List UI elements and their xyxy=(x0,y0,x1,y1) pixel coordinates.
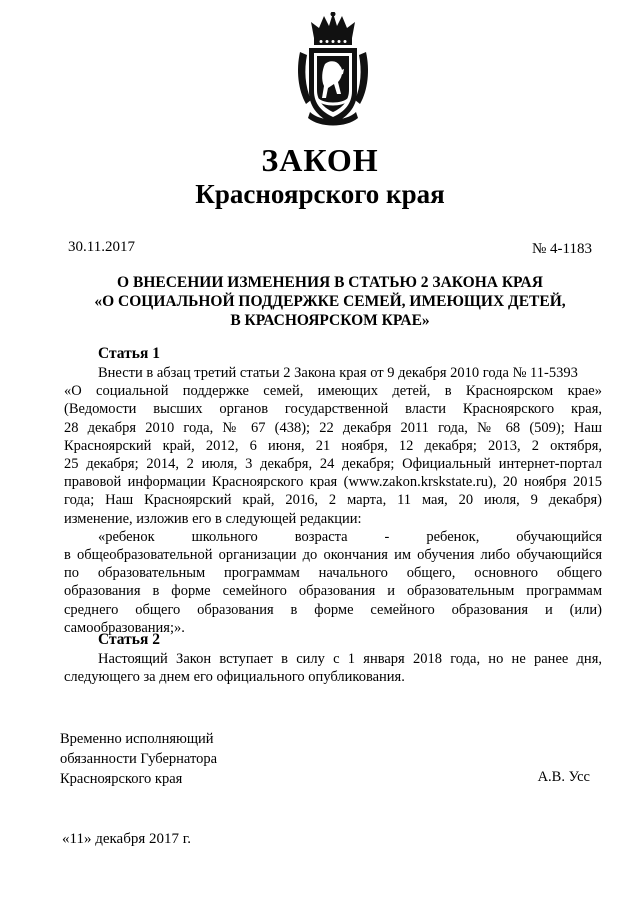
law-heading xyxy=(60,273,600,330)
text-line: Внести в абзац третий статьи 2 Закона края от 9 декабря 2010 года № 11-5393 xyxy=(98,365,578,381)
signing-date: «11» декабря 2017 г. xyxy=(62,831,191,847)
heading-line: О ВНЕСЕНИИ ИЗМЕНЕНИЯ В СТАТЬЮ 2 ЗАКОНА КРАЯ xyxy=(117,274,543,291)
law-title: ЗАКОН xyxy=(261,142,379,178)
law-subtitle: Красноярского края xyxy=(195,179,445,209)
text-line: следующего за днем его официального опубликования. xyxy=(64,669,405,686)
law-date: 30.11.2017 xyxy=(68,239,135,255)
text-line: 28 декабря 2010 года, № 67 (438); 22 декабря 2011 года, № 68 (509); Наш xyxy=(64,419,602,436)
article-1-title: Статья 1 xyxy=(98,345,160,362)
text-line: в общеобразовательной организации до окончания им обучения либо обучающийся xyxy=(64,547,602,564)
position-line: обязанности Губернатора xyxy=(60,751,218,767)
text-line: Красноярский край, 2012, 6 июня, 21 ноября, 12 декабря; 2013, 2 октября, xyxy=(64,437,602,454)
text-line: правовой информации Красноярского края (www.zakon.krskstate.ru), 20 ноября 2015 xyxy=(64,474,602,491)
text-line: (Ведомости высших органов государственной власти Красноярского края, xyxy=(64,401,602,418)
article-1-text xyxy=(64,364,602,637)
text-line: «ребенок школьного возраста - ребенок, обучающийся xyxy=(98,528,602,545)
text-line: года; Наш Красноярский край, 2016, 2 марта, 11 мая, 20 июля, 9 декабря) xyxy=(64,492,602,509)
article-2-text xyxy=(64,650,602,686)
signatory-position xyxy=(60,729,217,789)
text-line: образования в форме семейного образования и образовательным программам xyxy=(64,583,602,600)
signatory-name: А.В. Усс xyxy=(537,769,590,785)
text-line: по образовательным программам начального общего, основного общего xyxy=(64,565,602,582)
position-line: Временно исполняющий xyxy=(60,731,214,747)
text-line: изменение, изложив его в следующей редакции: xyxy=(64,510,362,527)
heading-line: «О СОЦИАЛЬНОЙ ПОДДЕРЖКЕ СЕМЕЙ, ИМЕЮЩИХ ДЕТЕЙ, xyxy=(94,293,566,310)
text-line: 25 декабря; 2014, 2 июля, 3 декабря, 24 декабря; Официальный интернет-портал xyxy=(64,456,602,473)
text-line: «О социальной поддержке семей, имеющих детей, в Красноярском крае» xyxy=(64,383,602,400)
text-line: самообразования;». xyxy=(64,619,185,636)
position-line: Красноярского края xyxy=(60,771,183,787)
heading-line: В КРАСНОЯРСКОМ КРАЕ» xyxy=(230,312,430,329)
coat-of-arms-icon xyxy=(296,12,370,130)
text-line: среднего общего образования в форме семейного образования и (или) xyxy=(64,601,602,618)
text-line: Настоящий Закон вступает в силу с 1 января 2018 года, но не ранее дня, xyxy=(98,651,602,667)
article-2-title: Статья 2 xyxy=(98,631,160,648)
law-number: № 4-1183 xyxy=(532,241,592,257)
